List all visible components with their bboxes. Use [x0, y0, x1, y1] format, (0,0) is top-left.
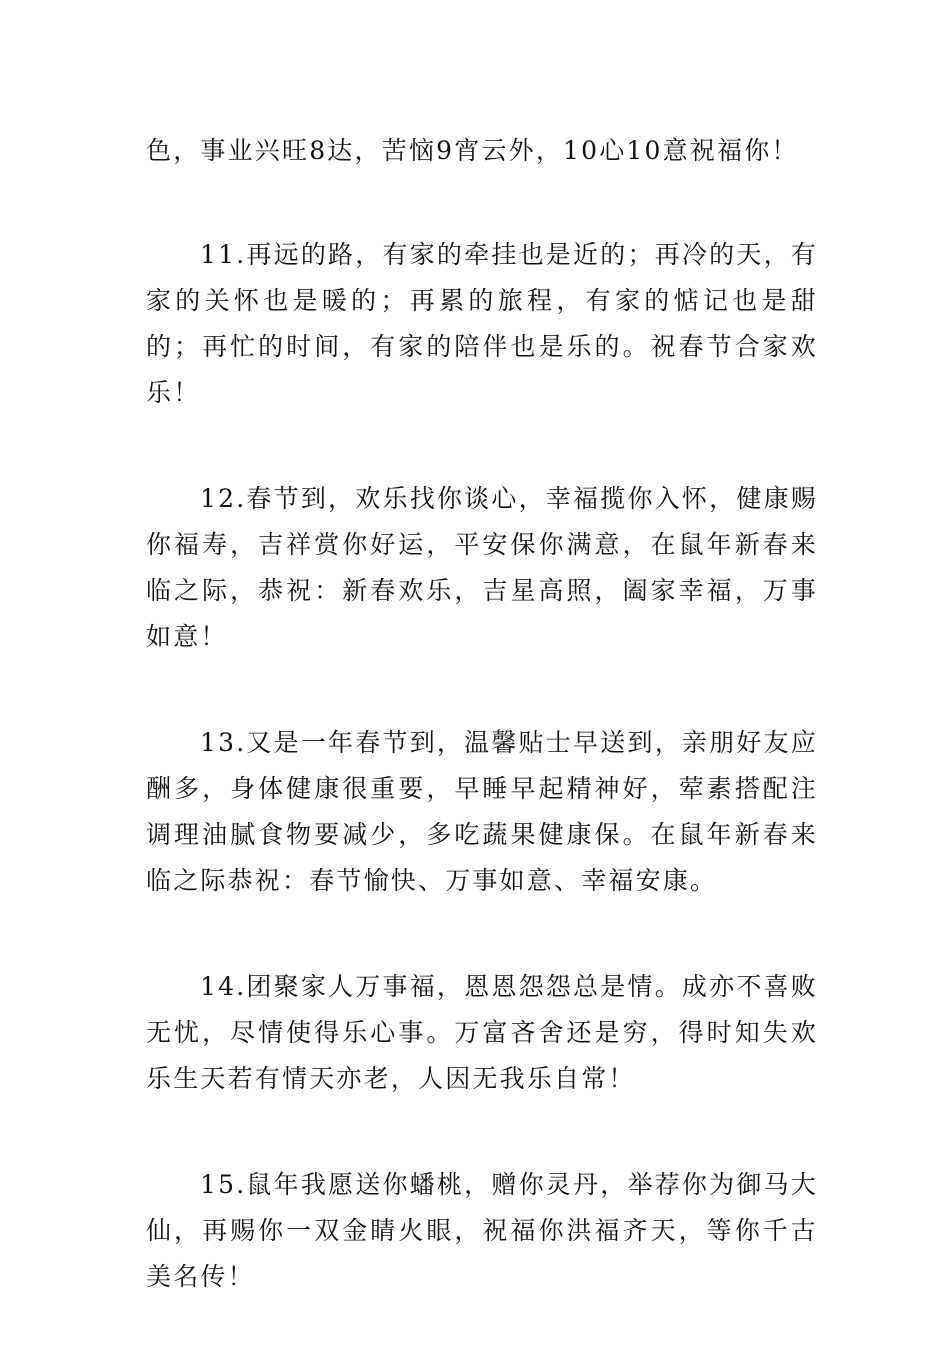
- paragraph-10-continued: 色，事业兴旺8达，苦恼9宵云外，10心10意祝福你！: [146, 136, 799, 165]
- document-body: [146, 128, 818, 1360]
- paragraph-15: 15.鼠年我愿送你蟠桃，赠你灵丹，举荐你为御马大仙，再赐你一双金睛火眼，祝福你洪福齐天，等你千古美名传！: [146, 1170, 818, 1291]
- paragraph-13: 13.又是一年春节到，温馨贴士早送到，亲朋好友应酬多，身体健康很重要，早睡早起精神好，荤素搭配注调理油腻食物要减少，多吃蔬果健康保。在鼠年新春来临之际恭祝：春节愉快、万事如意、幸福安康。: [146, 728, 818, 895]
- paragraph-14: 14.团聚家人万事福，恩恩怨怨总是情。成亦不喜败无忧，尽情使得乐心事。万富吝舍还是穷，得时知失欢乐生天若有情天亦老，人因无我乐自常！: [146, 972, 818, 1093]
- paragraph-11: 11.再远的路，有家的牵挂也是近的；再冷的天，有家的关怀也是暖的；再累的旅程，有家的惦记也是甜的；再忙的时间，有家的陪伴也是乐的。祝春节合家欢乐！: [146, 240, 818, 407]
- paragraph-12: 12.春节到，欢乐找你谈心，幸福揽你入怀，健康赐你福寿，吉祥赏你好运，平安保你满意，在鼠年新春来临之际，恭祝：新春欢乐，吉星高照，阖家幸福，万事如意！: [146, 484, 818, 651]
